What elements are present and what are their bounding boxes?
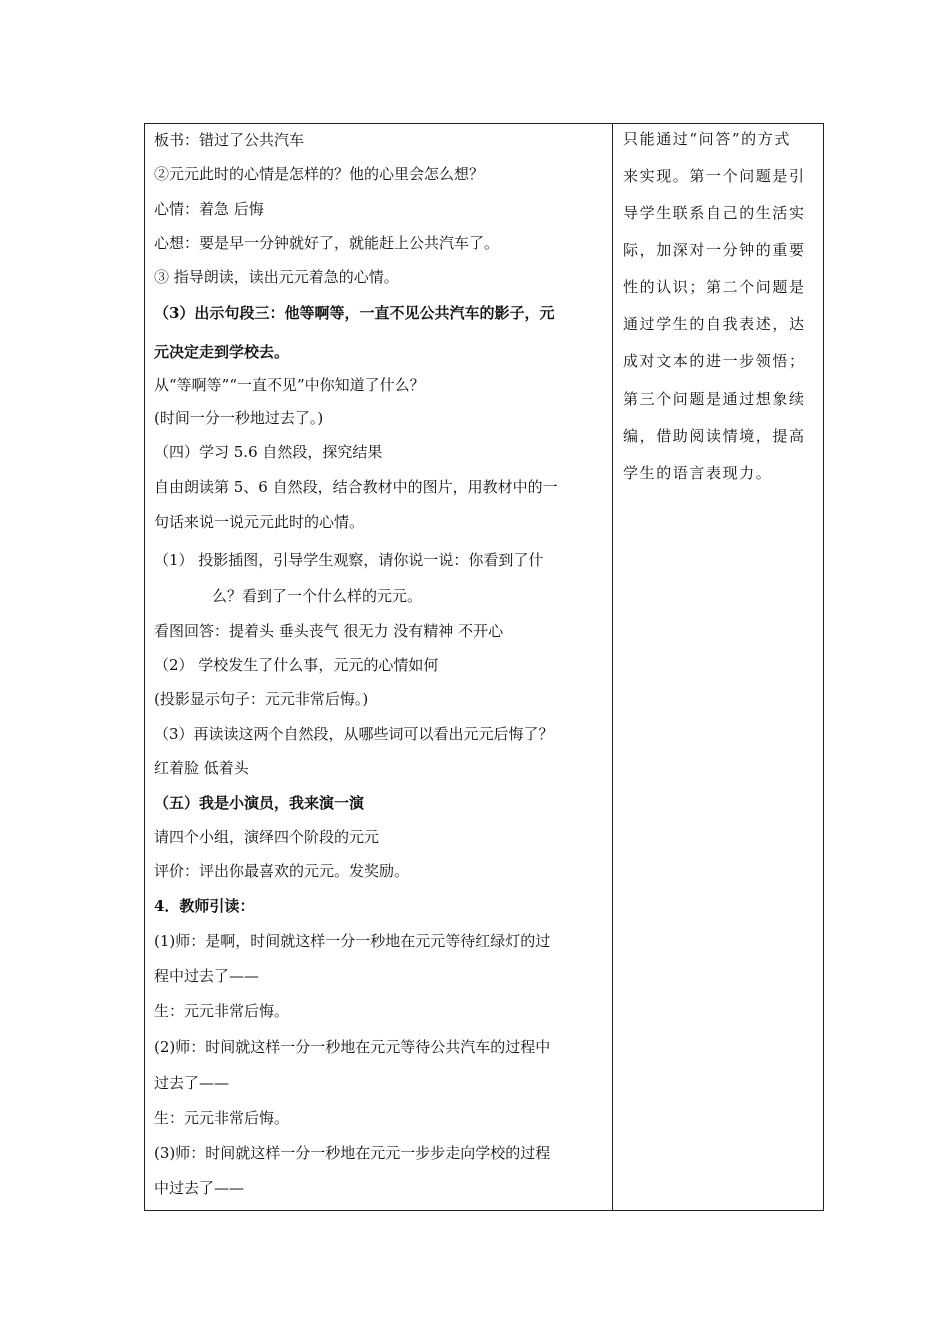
left-line: 么？看到了一个什么样的元元。 xyxy=(212,587,423,605)
left-line: （1） 投影插图，引导学生观察，请你说一说：你看到了什 xyxy=(154,551,544,569)
left-line: 请四个小组，演绎四个阶段的元元 xyxy=(154,828,380,846)
left-line: (投影显示句子：元元非常后悔。) xyxy=(154,690,369,708)
right-line: 编，借助阅读情境，提高 xyxy=(623,427,806,445)
left-line: 红着脸 低着头 xyxy=(154,759,249,777)
left-line: 心情：着急 后悔 xyxy=(154,200,264,218)
left-line: 评价：评出你最喜欢的元元。发奖励。 xyxy=(154,862,410,880)
left-line: 自由朗读第 5、6 自然段，结合教材中的图片，用教材中的一 xyxy=(154,478,558,496)
left-line: ②元元此时的心情是怎样的？他的心里会怎么想？ xyxy=(154,165,485,183)
left-line: 看图回答：提着头 垂头丧气 很无力 没有精神 不开心 xyxy=(154,622,504,640)
left-line: 中过去了—— xyxy=(154,1179,245,1197)
right-line: 际，加深对一分钟的重要 xyxy=(623,241,806,259)
left-line: 板书：错过了公共汽车 xyxy=(154,131,305,149)
column-divider xyxy=(612,124,613,1210)
left-line: (时间一分一秒地过去了。) xyxy=(154,409,324,427)
left-line: 4．教师引读： xyxy=(154,897,255,915)
left-line: ③ 指导朗读，读出元元着急的心情。 xyxy=(154,268,399,286)
left-line: （五）我是小演员，我来演一演 xyxy=(154,794,365,812)
right-line: 成对文本的进一步领悟； xyxy=(623,352,806,370)
left-line: 句话来说一说元元此时的心情。 xyxy=(154,513,365,531)
right-line: 导学生联系自己的生活实 xyxy=(623,204,806,222)
left-line: 从“等啊等”“一直不见”中你知道了什么？ xyxy=(154,376,425,394)
left-line: （2） 学校发生了什么事，元元的心情如何 xyxy=(154,656,439,674)
right-line: 第三个问题是通过想象续 xyxy=(623,390,806,408)
left-line: (3)师：时间就这样一分一秒地在元元一步步走向学校的过程 xyxy=(154,1144,551,1162)
left-line: 过去了—— xyxy=(154,1074,230,1092)
left-line: 生：元元非常后悔。 xyxy=(154,1002,290,1020)
left-line: 程中过去了—— xyxy=(154,967,260,985)
lesson-table xyxy=(144,123,824,1211)
left-line: 心想：要是早一分钟就好了，就能赶上公共汽车了。 xyxy=(154,234,500,252)
right-line: 性的认识；第二个问题是 xyxy=(623,278,806,296)
left-line: (1)师：是啊，时间就这样一分一秒地在元元等待红绿灯的过 xyxy=(154,932,551,950)
left-line: （3）出示句段三：他等啊等，一直不见公共汽车的影子，元 xyxy=(154,304,555,322)
right-line: 通过学生的自我表述，达 xyxy=(623,315,806,333)
left-line: 生：元元非常后悔。 xyxy=(154,1109,290,1127)
left-line: 元决定走到学校去。 xyxy=(154,343,290,361)
right-line: 学生的语言表现力。 xyxy=(623,464,773,482)
left-line: （3）再读读这两个自然段，从哪些词可以看出元元后悔了？ xyxy=(154,725,554,743)
right-line: 只能通过“问答”的方式 xyxy=(623,130,791,148)
left-line: (2)师：时间就这样一分一秒地在元元等待公共汽车的过程中 xyxy=(154,1038,551,1056)
left-line: （四）学习 5.6 自然段，探究结果 xyxy=(154,443,383,461)
right-line: 来实现。第一个问题是引 xyxy=(623,167,806,185)
